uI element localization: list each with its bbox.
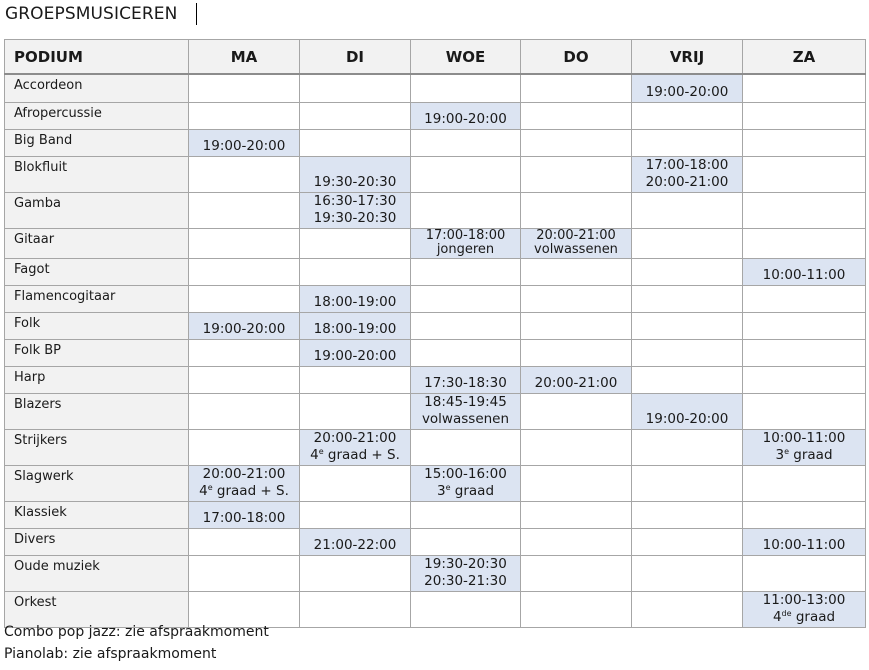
time-slot: 17:00-18:00 bbox=[202, 509, 286, 526]
row-label: Oude muziek bbox=[5, 555, 189, 591]
table-row bbox=[5, 285, 866, 312]
cell-woe bbox=[411, 74, 521, 102]
table-row bbox=[5, 74, 866, 102]
row-label: Blazers bbox=[5, 393, 189, 429]
row-label: Afropercussie bbox=[5, 102, 189, 129]
table-row bbox=[5, 393, 866, 429]
column-header-woe: WOE bbox=[411, 40, 521, 75]
cell-ma bbox=[189, 312, 300, 339]
cell-di bbox=[300, 258, 411, 285]
cell-do bbox=[521, 591, 632, 627]
time-slot: 10:00-11:00 bbox=[762, 266, 846, 283]
table-row bbox=[5, 192, 866, 228]
cell-do bbox=[521, 285, 632, 312]
row-label: Flamencogitaar bbox=[5, 285, 189, 312]
cell-woe bbox=[411, 366, 521, 393]
schedule-table bbox=[4, 39, 866, 628]
footnote-combo: Combo pop jazz: zie afspraakmoment bbox=[4, 624, 269, 640]
cell-za bbox=[743, 339, 866, 366]
cell-woe bbox=[411, 228, 521, 258]
cell-ma bbox=[189, 339, 300, 366]
cell-za bbox=[743, 429, 866, 465]
cell-za bbox=[743, 228, 866, 258]
table-row bbox=[5, 591, 866, 627]
cell-vrij bbox=[632, 591, 743, 627]
time-slot: 20:00-21:00 bbox=[313, 429, 397, 446]
cell-di bbox=[300, 74, 411, 102]
cell-ma bbox=[189, 74, 300, 102]
cell-ma bbox=[189, 393, 300, 429]
cell-vrij bbox=[632, 312, 743, 339]
time-slot: 21:00-22:00 bbox=[313, 536, 397, 553]
cell-za bbox=[743, 528, 866, 555]
table-row bbox=[5, 312, 866, 339]
time-slot: 10:00-11:00 bbox=[762, 429, 846, 446]
text-cursor bbox=[196, 3, 197, 25]
time-slot: 19:30-20:30 bbox=[313, 173, 397, 190]
time-slot: 19:30-20:30 bbox=[424, 555, 507, 572]
cell-di bbox=[300, 465, 411, 501]
table-row bbox=[5, 501, 866, 528]
cell-do bbox=[521, 102, 632, 129]
cell-ma bbox=[189, 258, 300, 285]
table-row bbox=[5, 102, 866, 129]
cell-vrij bbox=[632, 258, 743, 285]
cell-woe bbox=[411, 501, 521, 528]
column-header-ma: MA bbox=[189, 40, 300, 75]
cell-vrij bbox=[632, 465, 743, 501]
cell-za bbox=[743, 258, 866, 285]
cell-woe bbox=[411, 285, 521, 312]
cell-vrij bbox=[632, 285, 743, 312]
cell-za bbox=[743, 312, 866, 339]
time-slot: 20:00-21:00 bbox=[534, 374, 618, 391]
cell-ma bbox=[189, 285, 300, 312]
slot-note: 19:30-20:30 bbox=[313, 209, 397, 226]
cell-di bbox=[300, 393, 411, 429]
time-slot: 19:00-20:00 bbox=[202, 320, 286, 337]
cell-za bbox=[743, 74, 866, 102]
time-slot: 19:00-20:00 bbox=[645, 410, 729, 427]
cell-ma bbox=[189, 366, 300, 393]
footnote-pianolab: Pianolab: zie afspraakmoment bbox=[4, 646, 217, 662]
cell-woe bbox=[411, 339, 521, 366]
cell-vrij bbox=[632, 366, 743, 393]
column-header-do: DO bbox=[521, 40, 632, 75]
row-label: Slagwerk bbox=[5, 465, 189, 501]
cell-ma bbox=[189, 429, 300, 465]
cell-di bbox=[300, 429, 411, 465]
cell-di bbox=[300, 156, 411, 192]
slot-note: 4de graad bbox=[772, 608, 836, 625]
time-slot: 20:00-21:00 bbox=[202, 465, 286, 482]
cell-woe bbox=[411, 393, 521, 429]
time-slot: 19:00-20:00 bbox=[313, 347, 397, 364]
cell-woe bbox=[411, 312, 521, 339]
cell-do bbox=[521, 393, 632, 429]
cell-do bbox=[521, 74, 632, 102]
time-slot: 19:00-20:00 bbox=[424, 110, 507, 127]
slot-note: 4e graad + S. bbox=[199, 482, 289, 499]
row-label: Harp bbox=[5, 366, 189, 393]
cell-woe bbox=[411, 129, 521, 156]
table-row bbox=[5, 129, 866, 156]
cell-za bbox=[743, 555, 866, 591]
row-label: Strijkers bbox=[5, 429, 189, 465]
time-slot: 16:30-17:30 bbox=[313, 192, 397, 209]
table-row bbox=[5, 465, 866, 501]
table-row bbox=[5, 366, 866, 393]
cell-di bbox=[300, 339, 411, 366]
cell-woe bbox=[411, 591, 521, 627]
cell-di bbox=[300, 102, 411, 129]
cell-za bbox=[743, 393, 866, 429]
cell-do bbox=[521, 228, 632, 258]
row-label: Klassiek bbox=[5, 501, 189, 528]
cell-vrij bbox=[632, 74, 743, 102]
cell-ma bbox=[189, 102, 300, 129]
cell-za bbox=[743, 465, 866, 501]
cell-vrij bbox=[632, 555, 743, 591]
cell-vrij bbox=[632, 429, 743, 465]
cell-do bbox=[521, 465, 632, 501]
cell-za bbox=[743, 129, 866, 156]
cell-vrij bbox=[632, 129, 743, 156]
cell-woe bbox=[411, 192, 521, 228]
cell-di bbox=[300, 228, 411, 258]
cell-di bbox=[300, 192, 411, 228]
table-row bbox=[5, 156, 866, 192]
table-row bbox=[5, 258, 866, 285]
cell-ma bbox=[189, 528, 300, 555]
time-slot: 17:00-18:00 bbox=[425, 227, 506, 243]
cell-vrij bbox=[632, 156, 743, 192]
cell-di bbox=[300, 528, 411, 555]
cell-do bbox=[521, 339, 632, 366]
cell-za bbox=[743, 591, 866, 627]
row-label: Orkest bbox=[5, 591, 189, 627]
cell-ma bbox=[189, 591, 300, 627]
cell-vrij bbox=[632, 228, 743, 258]
cell-ma bbox=[189, 501, 300, 528]
cell-do bbox=[521, 156, 632, 192]
cell-vrij bbox=[632, 501, 743, 528]
slot-note: volwassenen bbox=[534, 241, 618, 257]
row-label: Folk BP bbox=[5, 339, 189, 366]
time-slot: 11:00-13:00 bbox=[762, 591, 846, 608]
cell-do bbox=[521, 501, 632, 528]
cell-woe bbox=[411, 555, 521, 591]
row-label: Gamba bbox=[5, 192, 189, 228]
cell-vrij bbox=[632, 339, 743, 366]
table-row bbox=[5, 228, 866, 258]
cell-do bbox=[521, 129, 632, 156]
cell-woe bbox=[411, 465, 521, 501]
column-header-di: DI bbox=[300, 40, 411, 75]
column-header-vrij: VRIJ bbox=[632, 40, 743, 75]
time-slot: 18:00-19:00 bbox=[313, 293, 397, 310]
cell-woe bbox=[411, 528, 521, 555]
cell-za bbox=[743, 285, 866, 312]
table-row bbox=[5, 429, 866, 465]
cell-do bbox=[521, 555, 632, 591]
cell-di bbox=[300, 366, 411, 393]
time-slot: 19:00-20:00 bbox=[202, 137, 286, 154]
time-slot: 19:00-20:00 bbox=[645, 83, 729, 100]
column-header-za: ZA bbox=[743, 40, 866, 75]
cell-za bbox=[743, 192, 866, 228]
time-slot: 20:00-21:00 bbox=[536, 227, 616, 243]
slot-note: volwassenen bbox=[421, 410, 510, 427]
row-label: Accordeon bbox=[5, 74, 189, 102]
cell-woe bbox=[411, 156, 521, 192]
cell-za bbox=[743, 102, 866, 129]
time-slot: 17:00-18:00 bbox=[645, 156, 729, 173]
time-slot: 18:00-19:00 bbox=[313, 320, 397, 337]
slot-note: 3e graad bbox=[436, 482, 495, 499]
time-slot: 18:45-19:45 bbox=[424, 393, 507, 410]
time-slot: 10:00-11:00 bbox=[762, 536, 846, 553]
row-label: Gitaar bbox=[5, 228, 189, 258]
cell-vrij bbox=[632, 102, 743, 129]
cell-do bbox=[521, 429, 632, 465]
slot-note: 20:00-21:00 bbox=[645, 173, 729, 190]
slot-note: 3e graad bbox=[775, 446, 833, 463]
row-label: Blokfluit bbox=[5, 156, 189, 192]
row-label: Folk bbox=[5, 312, 189, 339]
cell-ma bbox=[189, 192, 300, 228]
table-row bbox=[5, 555, 866, 591]
cell-ma bbox=[189, 555, 300, 591]
cell-za bbox=[743, 501, 866, 528]
table-row bbox=[5, 528, 866, 555]
cell-do bbox=[521, 192, 632, 228]
cell-di bbox=[300, 312, 411, 339]
document-title: GROEPSMUSICEREN bbox=[5, 4, 178, 24]
slot-note: jongeren bbox=[436, 241, 495, 257]
cell-do bbox=[521, 528, 632, 555]
time-slot: 17:30-18:30 bbox=[424, 374, 507, 391]
cell-vrij bbox=[632, 192, 743, 228]
cell-vrij bbox=[632, 393, 743, 429]
table-row bbox=[5, 339, 866, 366]
time-slot: 15:00-16:00 bbox=[424, 465, 507, 482]
cell-woe bbox=[411, 429, 521, 465]
cell-woe bbox=[411, 102, 521, 129]
cell-di bbox=[300, 129, 411, 156]
cell-za bbox=[743, 156, 866, 192]
cell-vrij bbox=[632, 528, 743, 555]
cell-za bbox=[743, 366, 866, 393]
cell-do bbox=[521, 312, 632, 339]
cell-di bbox=[300, 501, 411, 528]
slot-note: 20:30-21:30 bbox=[424, 572, 507, 589]
cell-do bbox=[521, 366, 632, 393]
row-label: Big Band bbox=[5, 129, 189, 156]
cell-do bbox=[521, 258, 632, 285]
cell-ma bbox=[189, 156, 300, 192]
cell-di bbox=[300, 591, 411, 627]
header-row bbox=[5, 40, 866, 75]
row-label: Fagot bbox=[5, 258, 189, 285]
column-header-podium: PODIUM bbox=[5, 40, 189, 75]
cell-di bbox=[300, 285, 411, 312]
cell-ma bbox=[189, 228, 300, 258]
row-label: Divers bbox=[5, 528, 189, 555]
cell-ma bbox=[189, 129, 300, 156]
cell-di bbox=[300, 555, 411, 591]
cell-woe bbox=[411, 258, 521, 285]
cell-ma bbox=[189, 465, 300, 501]
slot-note: 4e graad + S. bbox=[310, 446, 400, 463]
schedule-body bbox=[5, 74, 866, 627]
